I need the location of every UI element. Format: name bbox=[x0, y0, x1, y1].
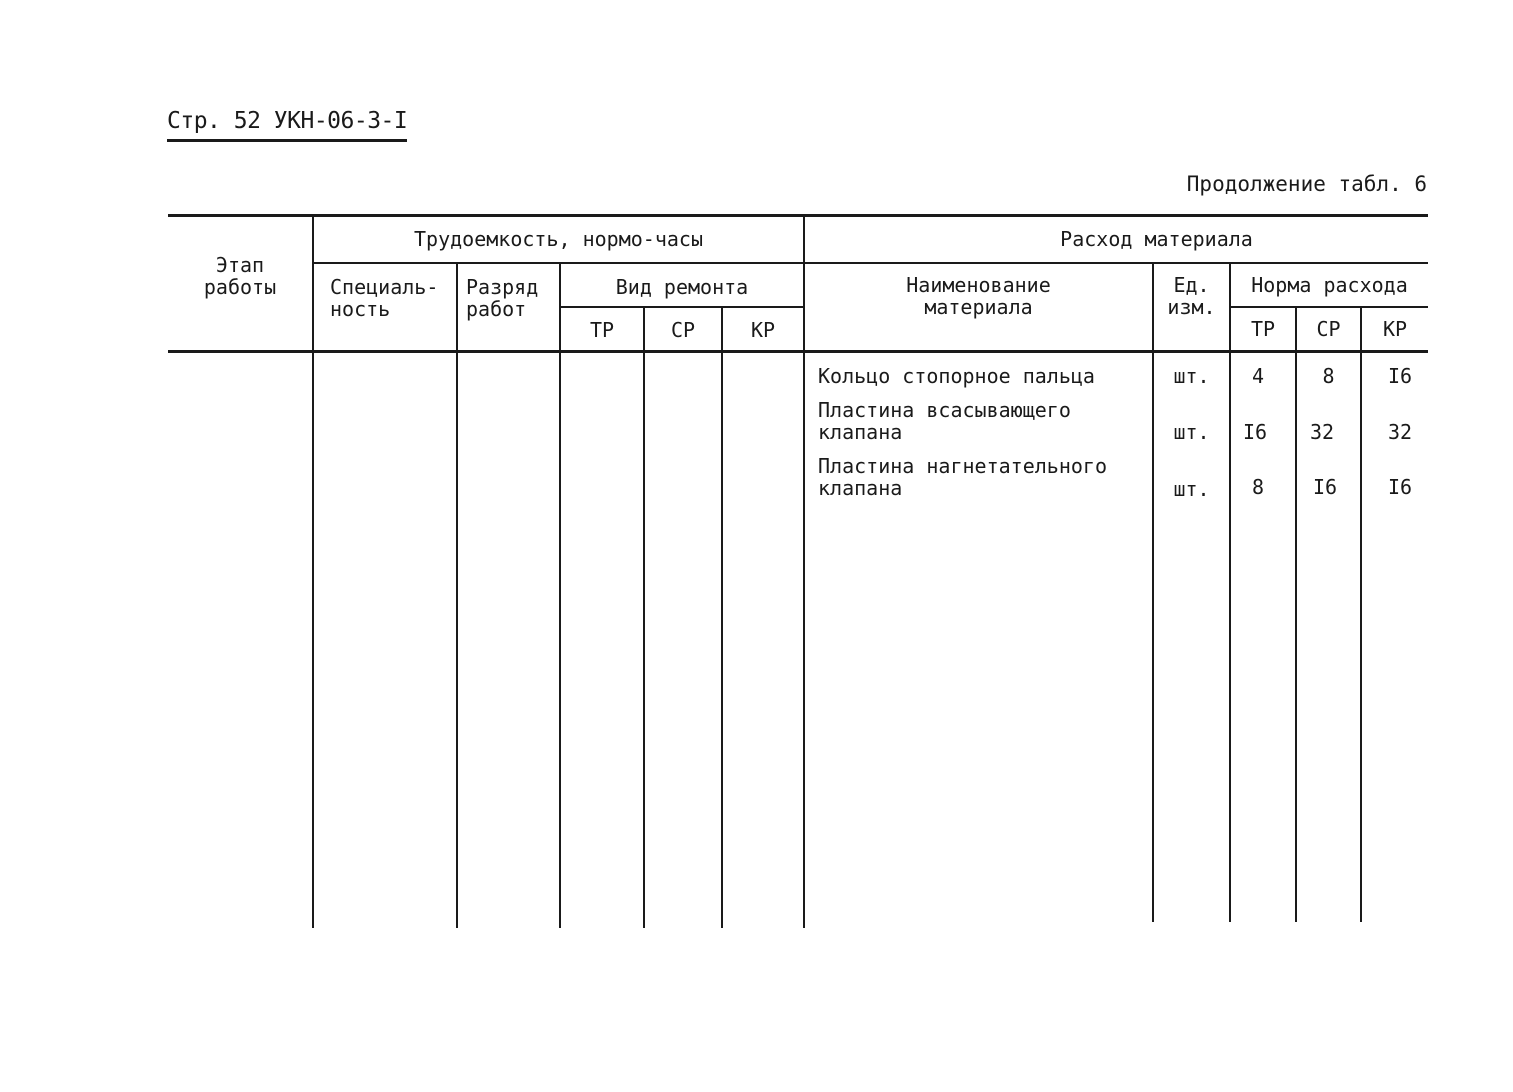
table-continuation-label: Продолжение табл. 6 bbox=[1186, 172, 1427, 196]
norm-sr-value: 8 bbox=[1322, 364, 1335, 388]
col-divider-grade bbox=[559, 262, 561, 928]
header-bottom-border bbox=[168, 350, 1428, 353]
header-kr: КР bbox=[750, 318, 776, 342]
col-divider-stage bbox=[312, 214, 314, 928]
header-unit: Ед. изм. bbox=[1167, 273, 1216, 319]
header-material-consumption: Расход материала bbox=[1060, 227, 1253, 251]
norm-sr-value: 32 bbox=[1309, 420, 1335, 444]
header-divider-norm bbox=[1230, 306, 1428, 308]
header-labor: Трудоемкость, нормо-часы bbox=[414, 227, 703, 251]
norm-kr-value: 32 bbox=[1387, 420, 1413, 444]
material-name: Пластина нагнетательного клапана bbox=[818, 454, 1107, 500]
material-unit: шт. bbox=[1173, 364, 1210, 388]
material-unit: шт. bbox=[1173, 477, 1210, 501]
norm-kr-value: I6 bbox=[1387, 475, 1413, 499]
header-divider-repair bbox=[560, 306, 804, 308]
material-name: Кольцо стопорное пальца bbox=[818, 364, 1095, 388]
material-unit: шт. bbox=[1173, 420, 1210, 444]
header-norm: Норма расхода bbox=[1251, 273, 1408, 297]
col-divider-norm-sr bbox=[1360, 306, 1362, 922]
header-norm-kr: КР bbox=[1382, 317, 1408, 341]
header-norm-sr: СР bbox=[1316, 317, 1341, 341]
header-norm-tr: ТР bbox=[1250, 317, 1276, 341]
col-divider-norm-tr bbox=[1295, 306, 1297, 922]
col-divider-sr bbox=[721, 306, 723, 928]
norm-tr-value: 8 bbox=[1251, 475, 1265, 499]
norm-kr-value: I6 bbox=[1387, 364, 1413, 388]
col-divider-specialty bbox=[456, 262, 458, 928]
header-divider-level1 bbox=[313, 262, 1428, 264]
col-divider-material-name bbox=[1152, 262, 1154, 922]
header-grade: Разряд работ bbox=[466, 275, 539, 321]
material-name: Пластина всасывающего клапана bbox=[818, 398, 1071, 444]
norm-tr-value: I6 bbox=[1242, 420, 1268, 444]
norm-tr-value: 4 bbox=[1251, 364, 1265, 388]
page-reference: Стр. 52 УКН-06-3-I bbox=[167, 106, 407, 142]
header-specialty: Специаль- ность bbox=[330, 275, 439, 321]
header-stage: Этап работы bbox=[203, 253, 277, 299]
header-material-name: Наименование материала bbox=[906, 273, 1051, 319]
norm-sr-value: I6 bbox=[1312, 475, 1338, 499]
header-sr: СР bbox=[670, 318, 696, 342]
table-top-border bbox=[168, 214, 1428, 217]
header-tr: ТР bbox=[589, 318, 615, 342]
header-repair-type: Вид ремонта bbox=[615, 275, 749, 299]
col-divider-tr bbox=[643, 306, 645, 928]
materials-table bbox=[168, 214, 1428, 928]
col-divider-labor bbox=[803, 214, 805, 928]
col-divider-unit bbox=[1229, 262, 1231, 922]
